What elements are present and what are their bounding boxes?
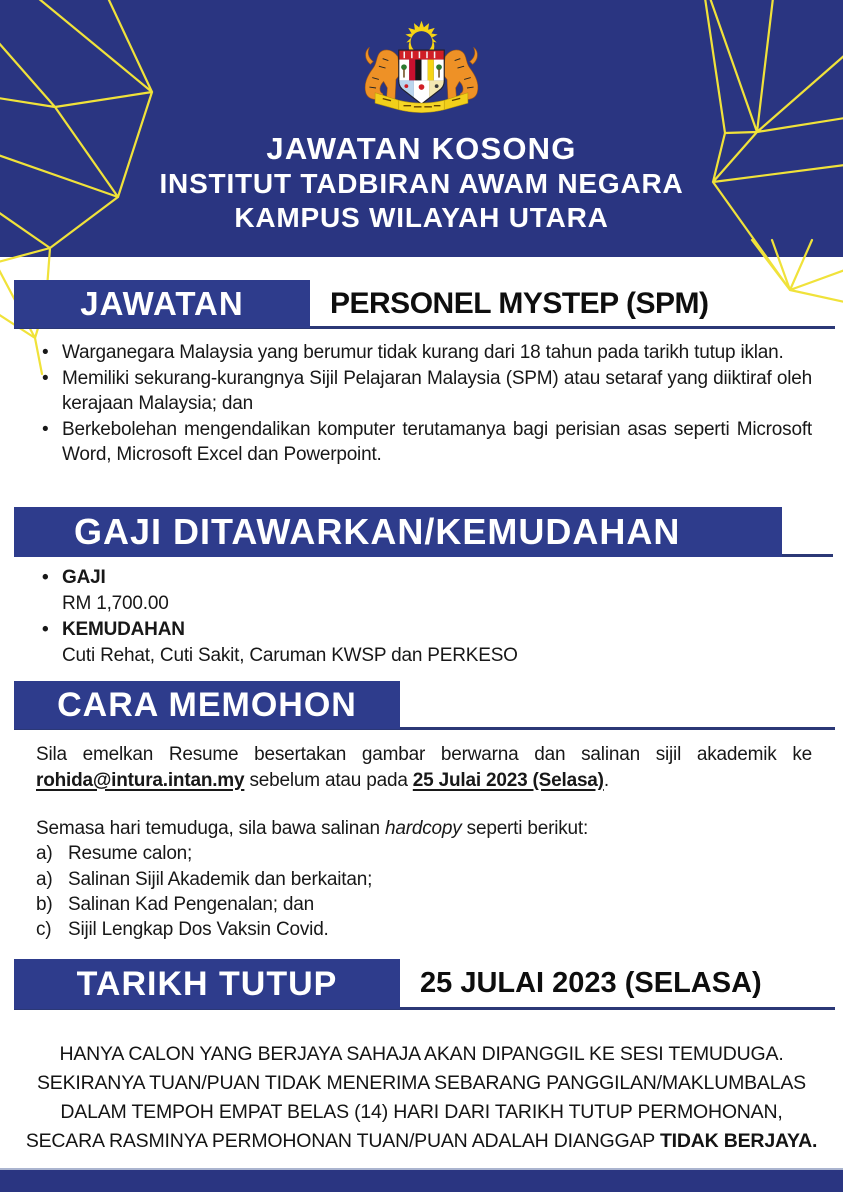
benefits-title: • KEMUDAHAN — [40, 617, 812, 643]
hardcopy-item — [36, 892, 812, 917]
item-text: Sijil Lengkap Dos Vaksin Covid. — [68, 919, 329, 941]
bottom-bar — [0, 1168, 843, 1192]
deadline-inline: 25 Julai 2023 (Selasa) — [412, 769, 604, 791]
apply-instructions — [36, 742, 812, 793]
contact-email: rohida@intura.intan.my — [36, 769, 245, 791]
requirement-item: • Warganegara Malaysia yang berumur tidak kurang dari 18 tahun pada tarikh tutup iklan. — [40, 340, 812, 366]
requirements-list — [40, 340, 812, 468]
section-label: CARA MEMOHON — [57, 685, 357, 724]
section-header-jawatan — [14, 280, 310, 328]
salary-title: • GAJI — [40, 565, 812, 591]
section-header-gaji — [14, 507, 782, 557]
section-label: TARIKH TUTUP — [76, 964, 338, 1003]
hardcopy-item — [36, 917, 812, 942]
closing-note-emphasis: TIDAK BERJAYA. — [659, 1130, 818, 1152]
section-header-tarikh-tutup — [14, 959, 400, 1009]
closing-note-text: HANYA CALON YANG BERJAYA SAHAJA AKAN DIPANGGIL KE SESI TEMUDUGA. SEKIRANYA TUAN/PUAN TIDAK MENERIMA SEBARANG PANGGILAN/MAKLUMBALAS DALAM TEMPOH EMPAT BELAS (14) HARI DARI TARIKH TUTUP PERMOHONAN, SECARA RASMINYA PERMOHONAN TUAN/PUAN ADALAH DIANGGAP — [25, 1043, 806, 1152]
item-letter: c) — [36, 919, 52, 941]
salary-benefits-list — [40, 565, 812, 669]
hardcopy-intro-text: Semasa hari temuduga, sila bawa salinan — [36, 818, 380, 839]
closing-note — [22, 1040, 821, 1156]
poster-title: JAWATAN KOSONG — [266, 131, 577, 166]
section-label: JAWATAN — [80, 285, 244, 322]
organisation-name: INSTITUT TADBIRAN AWAM NEGARA — [159, 168, 684, 199]
closing-date: 25 JULAI 2023 (SELASA) — [420, 967, 762, 999]
section-label: GAJI DITAWARKAN/KEMUDAHAN — [74, 511, 681, 552]
section-header-cara-memohon — [14, 681, 400, 729]
requirement-item: • Memiliki sekurang-kurangnya Sijil Pelajaran Malaysia (SPM) atau setaraf yang diiktiraf oleh kerajaan Malaysia; dan — [40, 366, 812, 417]
hardcopy-item — [36, 867, 812, 892]
hardcopy-word: hardcopy — [385, 818, 462, 839]
apply-text: Sila emelkan Resume besertakan gambar berwarna dan salinan sijil akademik ke — [36, 744, 812, 765]
item-text: Salinan Sijil Akademik dan berkaitan; — [68, 868, 373, 890]
item-letter: a) — [36, 868, 53, 890]
hardcopy-item — [36, 841, 812, 866]
campus-name: KAMPUS WILAYAH UTARA — [234, 202, 609, 233]
position-title: PERSONEL MYSTEP (SPM) — [330, 287, 709, 320]
malaysia-coat-of-arms-logo — [341, 18, 502, 122]
benefits-detail: Cuti Rehat, Cuti Sakit, Caruman KWSP dan PERKESO — [62, 645, 518, 666]
sentence-period: . — [603, 769, 609, 791]
apply-text: sebelum atau pada — [249, 769, 408, 791]
salary-amount: RM 1,700.00 — [62, 593, 169, 614]
item-letter: b) — [36, 893, 53, 915]
header-titles — [0, 131, 843, 235]
requirement-item: • Berkebolehan mengendalikan komputer terutamanya bagi perisian asas seperti Microsoft Word, Microsoft Excel dan Powerpoint. — [40, 417, 812, 468]
item-text: Salinan Kad Pengenalan; dan — [68, 893, 315, 915]
item-letter: a) — [36, 843, 53, 865]
hardcopy-checklist — [36, 816, 812, 942]
hardcopy-intro — [36, 816, 812, 841]
hardcopy-intro-text: seperti berikut: — [466, 818, 589, 839]
item-text: Resume calon; — [68, 843, 193, 865]
